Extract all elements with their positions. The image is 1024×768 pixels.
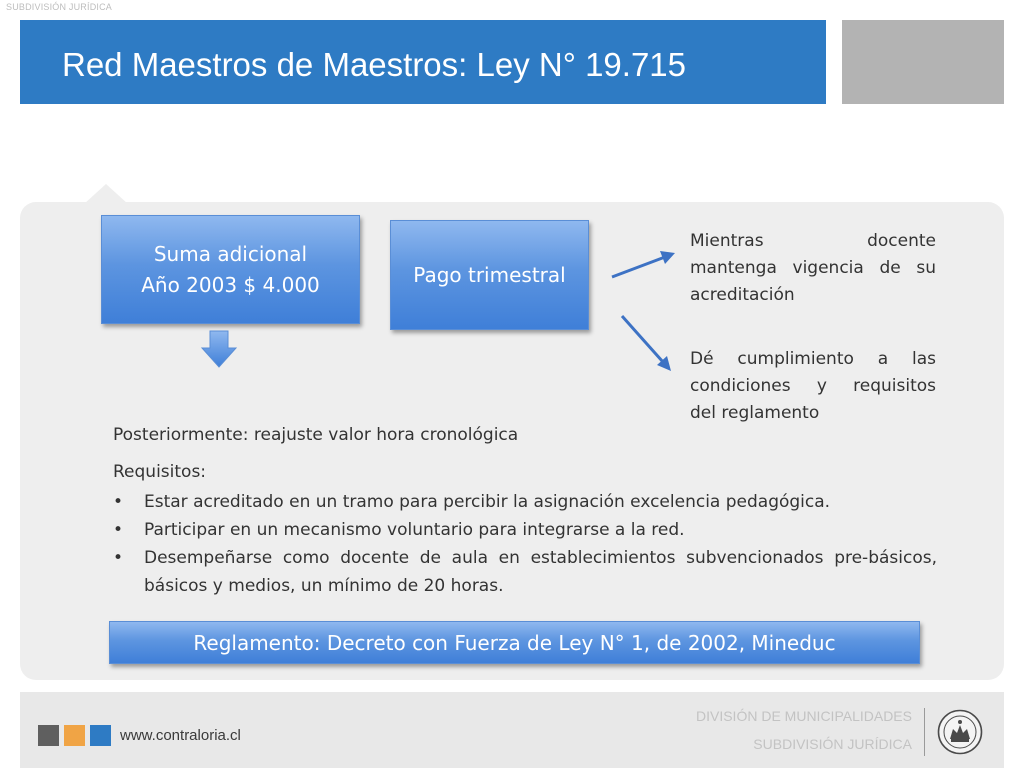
bullet: • bbox=[113, 520, 124, 540]
requisitos-heading: Requisitos: bbox=[113, 462, 207, 482]
requisito-text: Desempeñarse como docente de aula en establecimientos subvencionados pre-básicos, básicos y medios, un mínimo de 20 horas. bbox=[144, 548, 937, 596]
condition-cumplimiento bbox=[690, 346, 936, 427]
de-line-1: Dé cumplimiento a las bbox=[690, 349, 936, 369]
reglamento-box bbox=[109, 621, 920, 664]
top-section-label: SUBDIVISIÓN JURÍDICA bbox=[6, 2, 113, 12]
bullet: • bbox=[113, 548, 124, 568]
pago-label: Pago trimestral bbox=[413, 263, 566, 287]
footer-division: DIVISIÓN DE MUNICIPALIDADES bbox=[695, 708, 912, 724]
requisitos-list bbox=[113, 488, 937, 600]
de-line-3: del reglamento bbox=[690, 403, 820, 423]
bullet: • bbox=[113, 492, 124, 512]
arrow-up-right-icon bbox=[612, 251, 675, 277]
posteriormente-text: Posteriormente: reajuste valor hora cronológica bbox=[113, 425, 519, 445]
footer-square-orange bbox=[64, 725, 85, 746]
mientras-line-1: Mientras docente bbox=[690, 231, 936, 251]
requisito-text: Estar acreditado en un tramo para percibir la asignación excelencia pedagógica. bbox=[144, 492, 831, 512]
footer-website-link[interactable]: www.contraloria.cl bbox=[120, 727, 241, 744]
requisito-text: Participar en un mecanismo voluntario para integrarse a la red. bbox=[144, 520, 685, 540]
arrow-down-right-icon bbox=[622, 316, 671, 371]
list-item bbox=[113, 516, 937, 544]
footer-subdivision: SUBDIVISIÓN JURÍDICA bbox=[753, 736, 912, 752]
mientras-line-3: acreditación bbox=[690, 285, 795, 305]
suma-line-1: Suma adicional bbox=[153, 241, 308, 266]
reglamento-label: Reglamento: Decreto con Fuerza de Ley N° 1, de 2002, Mineduc bbox=[193, 630, 836, 655]
contraloria-seal-icon bbox=[937, 709, 983, 755]
page-title: Red Maestros de Maestros: Ley N° 19.715 bbox=[62, 46, 687, 83]
footer-separator bbox=[924, 708, 925, 756]
footer-square-grey bbox=[38, 725, 59, 746]
condition-mientras bbox=[690, 228, 936, 309]
suma-line-2: Año 2003 $ 4.000 bbox=[141, 272, 320, 297]
mientras-line-2: mantenga vigencia de su bbox=[690, 258, 936, 278]
list-item bbox=[113, 488, 937, 516]
de-line-2: condiciones y requisitos bbox=[690, 376, 936, 396]
footer-square-blue bbox=[90, 725, 111, 746]
list-item bbox=[113, 544, 937, 600]
